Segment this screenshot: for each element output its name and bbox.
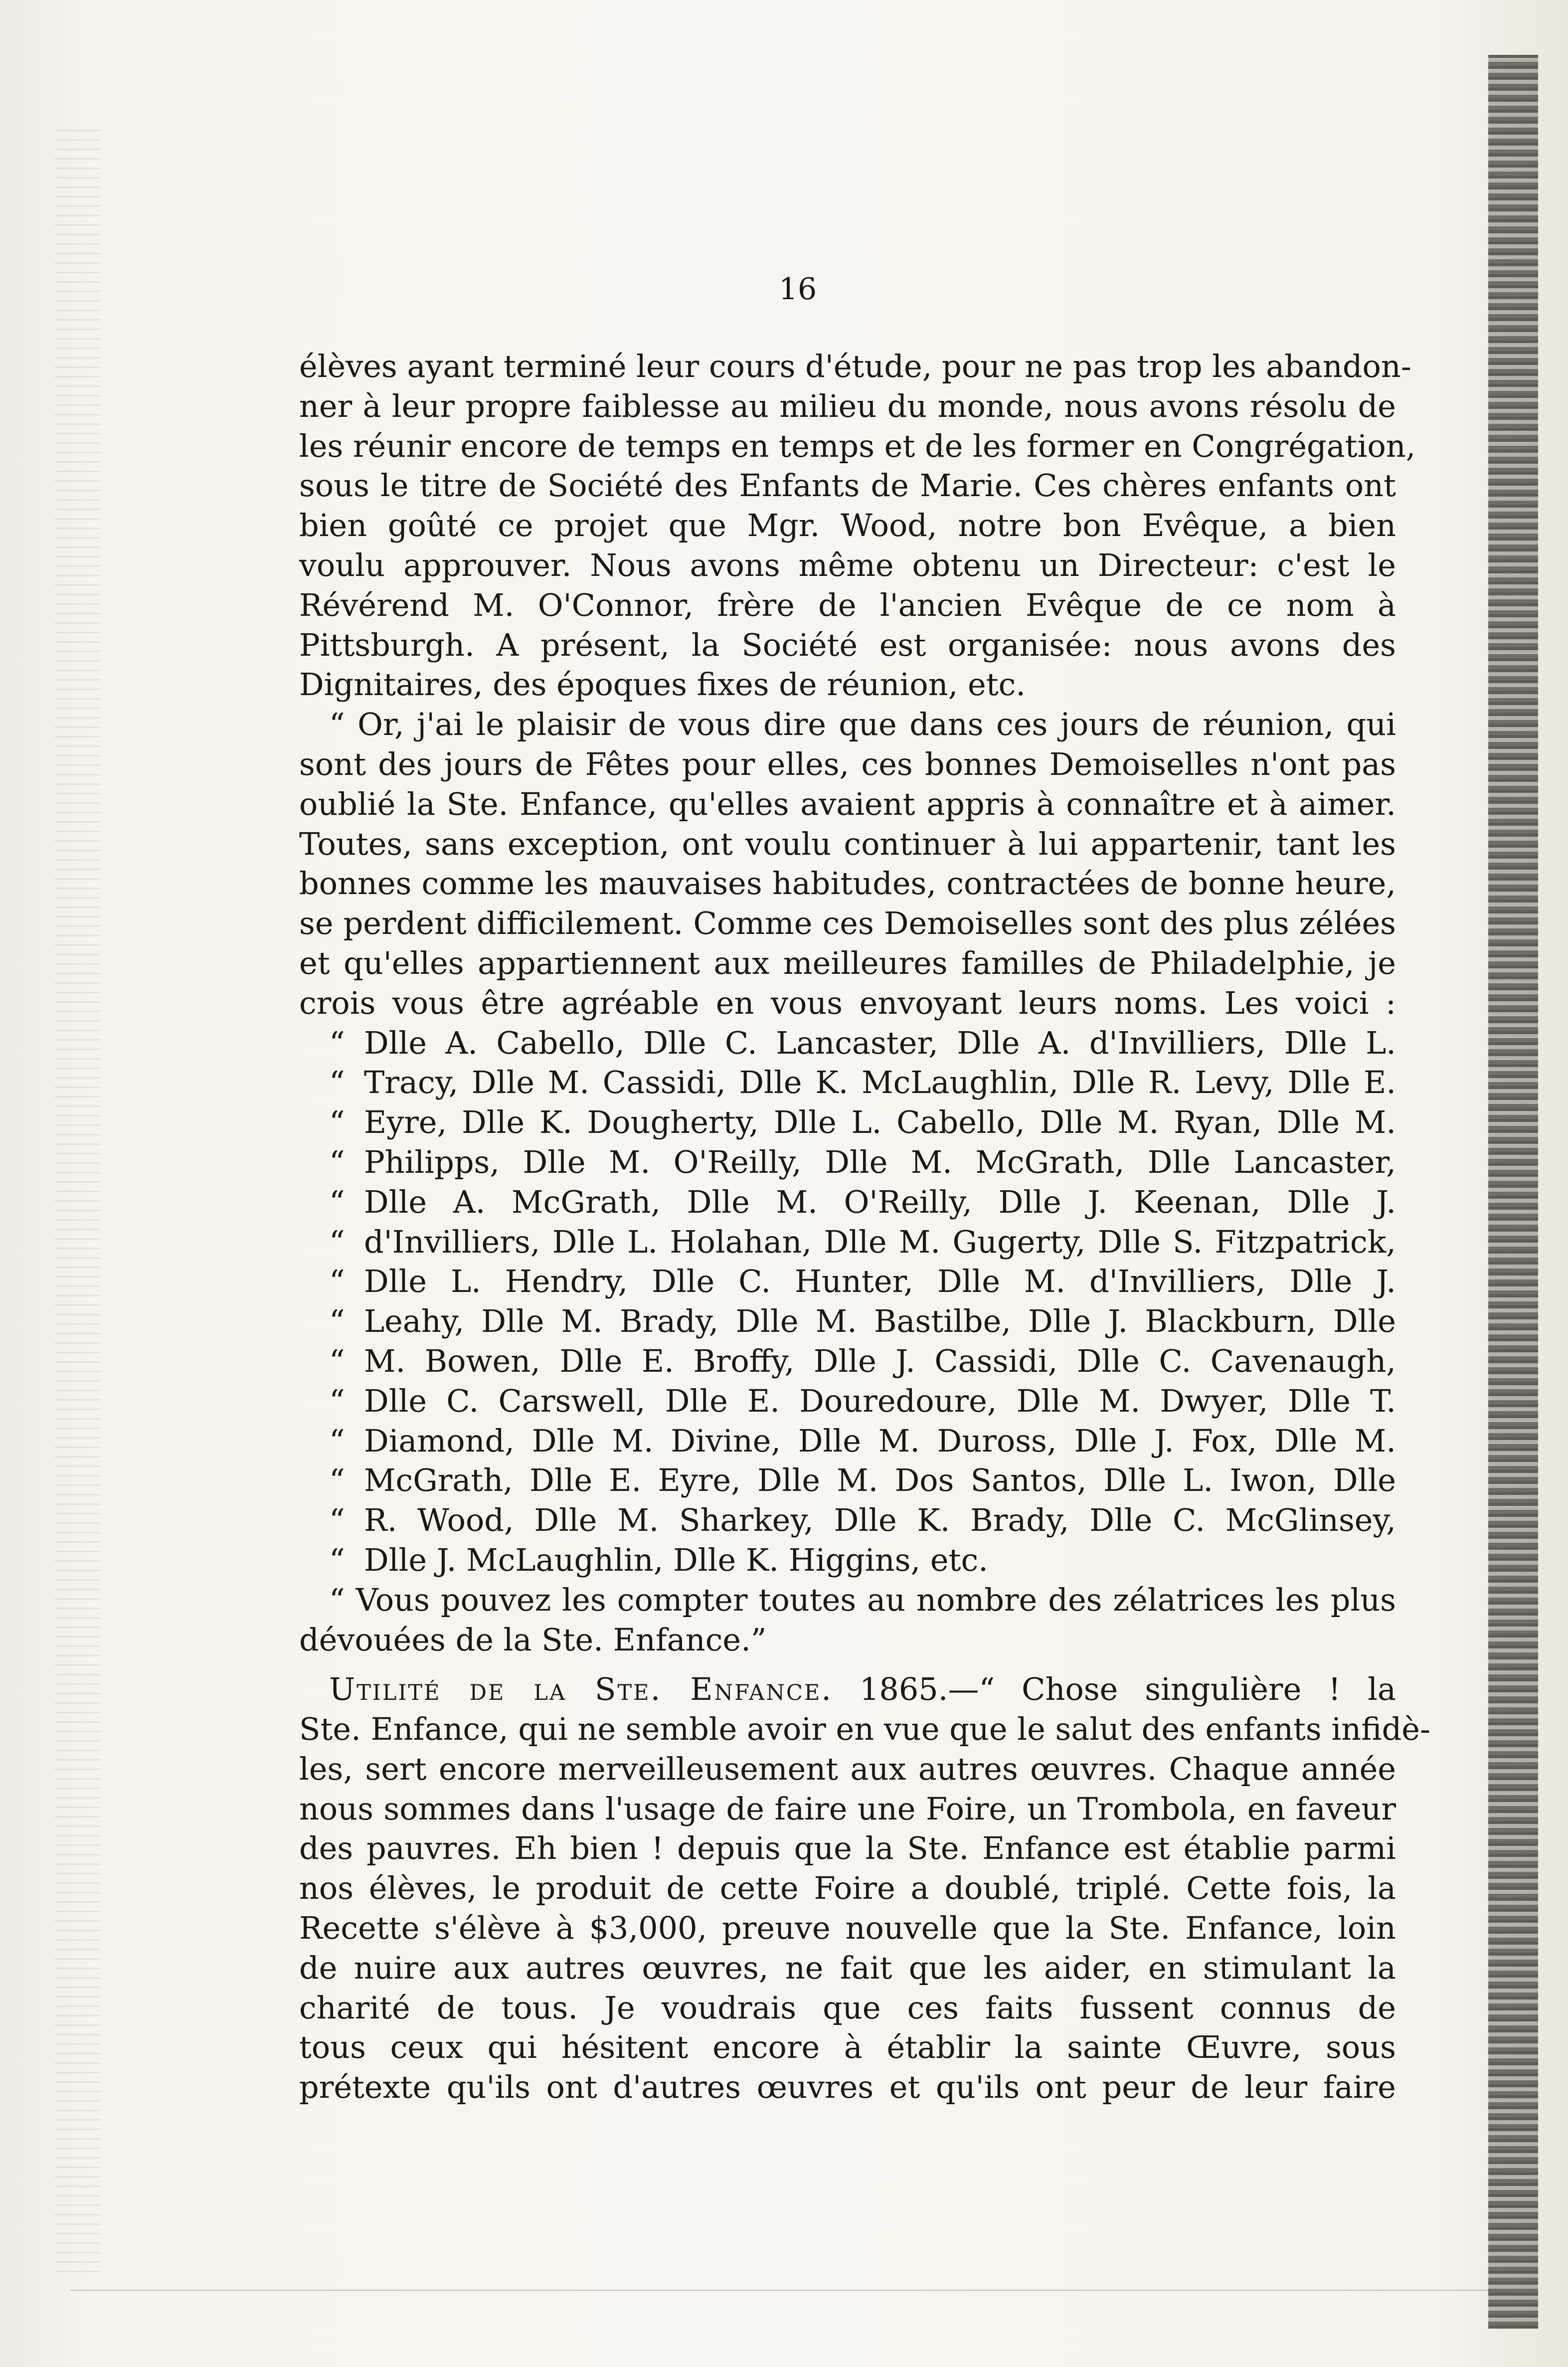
list-item (299, 1540, 1396, 1580)
paragraph-3 (299, 1580, 1396, 1660)
text-line: dévouées de la Ste. Enfance.” (299, 1621, 767, 1658)
list-item (299, 1301, 1396, 1341)
text-line: bien goûté ce projet que Mgr. Wood, notre bon Evêque, a bien (299, 507, 1396, 544)
text-line: nous sommes dans l'usage de faire une Foire, un Trombola, en faveur (299, 1790, 1396, 1827)
quote-mark: “ (329, 1502, 345, 1539)
text-line: ner à leur propre faiblesse au milieu du monde, nous avons résolu de (299, 387, 1396, 424)
text-line: Pittsburgh. A présent, la Société est organisée: nous avons des (299, 626, 1396, 663)
list-item-text: Dlle A. Cabello, Dlle C. Lancaster, Dlle A. d'Invilliers, Dlle L. (364, 1024, 1396, 1061)
quote-mark: “ (329, 1342, 345, 1379)
list-item-text: Diamond, Dlle M. Divine, Dlle M. Duross, Dlle J. Fox, Dlle M. (364, 1422, 1396, 1459)
list-item-text: Dlle J. McLaughlin, Dlle K. Higgins, etc. (364, 1541, 988, 1578)
list-item (299, 1381, 1396, 1421)
text-line: oublié la Ste. Enfance, qu'elles avaient appris à connaître et à aimer. (299, 785, 1396, 822)
quote-mark: “ (329, 1303, 345, 1340)
text-line: nos élèves, le produit de cette Foire a doublé, triplé. Cette fois, la (299, 1870, 1396, 1907)
list-item (299, 1500, 1396, 1540)
list-item (299, 1102, 1396, 1142)
section-first-line-text: 1865.—“ Chose singulière ! la (859, 1671, 1396, 1708)
quote-mark: “ (329, 1422, 345, 1459)
text-line: Ste. Enfance, qui ne semble avoir en vue que le salut des enfants infidè- (299, 1711, 1430, 1748)
list-item (299, 1142, 1396, 1182)
text-line: de nuire aux autres œuvres, ne fait que les aider, en stimulant la (299, 1949, 1396, 1986)
list-item-text: McGrath, Dlle E. Eyre, Dlle M. Dos Santos, Dlle L. Iwon, Dlle (364, 1462, 1396, 1499)
text-line: prétexte qu'ils ont d'autres œuvres et qu'ils ont peur de leur faire (299, 2069, 1396, 2106)
text-line: voulu approuver. Nous avons même obtenu un Directeur: c'est le (299, 546, 1396, 583)
text-line: élèves ayant terminé leur cours d'étude, pour ne pas trop les abandon- (299, 348, 1411, 384)
text-line: bonnes comme les mauvaises habitudes, contractées de bonne heure, (299, 865, 1396, 902)
list-item (299, 1182, 1396, 1222)
list-item (299, 1222, 1396, 1262)
list-item (299, 1063, 1396, 1102)
text-line: Recette s'élève à $3,000, preuve nouvelle que la Ste. Enfance, loin (299, 1910, 1396, 1947)
list-item (299, 1460, 1396, 1500)
quote-mark: “ (329, 1104, 345, 1141)
text-line: sont des jours de Fêtes pour elles, ces bonnes Demoiselles n'ont pas (299, 745, 1396, 782)
list-item-text: Dlle C. Carswell, Dlle E. Douredoure, Dlle M. Dwyer, Dlle T. (364, 1382, 1396, 1419)
list-item-text: Philipps, Dlle M. O'Reilly, Dlle M. McGrath, Dlle Lancaster, (364, 1143, 1396, 1180)
list-item-text: d'Invilliers, Dlle L. Holahan, Dlle M. Gugerty, Dlle S. Fitzpatrick, (364, 1223, 1396, 1260)
body-text (299, 347, 1430, 2107)
list-item (299, 1262, 1396, 1301)
list-item-text: Dlle L. Hendry, Dlle C. Hunter, Dlle M. d'Invilliers, Dlle J. (364, 1263, 1396, 1300)
quote-mark: “ (329, 1183, 345, 1220)
text-line: crois vous être agréable en vous envoyant leurs noms. Les voici : (299, 984, 1396, 1021)
text-line: et qu'elles appartiennent aux meilleures familles de Philadelphie, je (299, 944, 1396, 981)
text-line: “ Vous pouvez les compter toutes au nombre des zélatrices les plus (329, 1581, 1396, 1618)
quote-mark: “ (329, 1064, 345, 1101)
list-item (299, 1421, 1396, 1461)
page-number: 16 (778, 272, 817, 307)
text-line: Révérend M. O'Connor, frère de l'ancien Evêque de ce nom à (299, 586, 1396, 623)
list-item (299, 1341, 1396, 1381)
quote-mark: “ (329, 1382, 345, 1419)
text-line: sous le titre de Société des Enfants de Marie. Ces chères enfants ont (299, 467, 1396, 504)
quote-mark: “ (329, 1143, 345, 1180)
text-line: charité de tous. Je voudrais que ces faits fussent connus de (299, 1989, 1396, 2026)
quote-mark: “ (329, 1223, 345, 1260)
list-item-text: M. Bowen, Dlle E. Broffy, Dlle J. Cassidi, Dlle C. Cavenaugh, (364, 1342, 1396, 1379)
bottom-rule (70, 2290, 1491, 2291)
list-item (299, 1023, 1396, 1063)
text-line: tous ceux qui hésitent encore à établir la sainte Œuvre, sous (299, 2029, 1396, 2066)
text-line: les, sert encore merveilleusement aux autres œuvres. Chaque année (299, 1750, 1396, 1787)
paragraph-2 (299, 705, 1396, 1023)
paragraph-4 (299, 1669, 1430, 2107)
quote-mark: “ (329, 1462, 345, 1499)
section-first-line (299, 1669, 1396, 1709)
list-item-text: Tracy, Dlle M. Cassidi, Dlle K. McLaughlin, Dlle R. Levy, Dlle E. (364, 1064, 1396, 1101)
text-line: des pauvres. Eh bien ! depuis que la Ste. Enfance est établie parmi (299, 1830, 1396, 1867)
list-item-text: Eyre, Dlle K. Dougherty, Dlle L. Cabello, Dlle M. Ryan, Dlle M. (364, 1104, 1396, 1141)
text-line: se perdent difficilement. Comme ces Demoiselles sont des plus zélées (299, 905, 1396, 942)
text-line: les réunir encore de temps en temps et de les former en Congrégation, (299, 427, 1416, 464)
quote-mark: “ (329, 1024, 345, 1061)
section-heading: Utilité de la Ste. Enfance. (329, 1671, 833, 1708)
text-line: Toutes, sans exception, ont voulu continuer à lui appartenir, tant les (299, 825, 1396, 862)
paragraph-1 (299, 347, 1416, 705)
list-item-text: Leahy, Dlle M. Brady, Dlle M. Bastilbe, Dlle J. Blackburn, Dlle (364, 1303, 1396, 1340)
text-line: Dignitaires, des époques fixes de réunion, etc. (299, 666, 1026, 703)
name-list (299, 1023, 1396, 1580)
text-line: “ Or, j'ai le plaisir de vous dire que dans ces jours de réunion, qui (329, 706, 1396, 743)
list-item-text: R. Wood, Dlle M. Sharkey, Dlle K. Brady, Dlle C. McGlinsey, (364, 1502, 1396, 1539)
quote-mark: “ (329, 1541, 345, 1578)
scan-edge-right (1488, 55, 1538, 2329)
scan-edge-left (55, 130, 100, 2274)
list-item-text: Dlle A. McGrath, Dlle M. O'Reilly, Dlle J. Keenan, Dlle J. (364, 1183, 1396, 1220)
quote-mark: “ (329, 1263, 345, 1300)
